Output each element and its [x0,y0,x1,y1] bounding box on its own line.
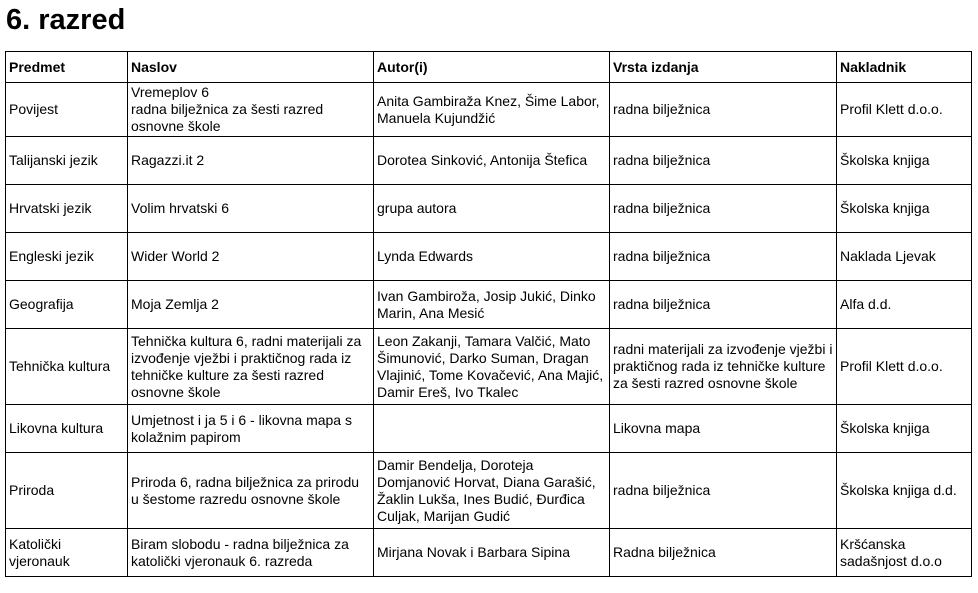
cell-predmet [6,233,128,281]
cell-predmet [6,453,128,529]
cell-nakladnik [837,281,972,329]
cell-autor [374,453,610,529]
cell-autor [374,83,610,137]
table-row [6,329,972,405]
cell-predmet [6,281,128,329]
cell-nakladnik-text: Naklada Ljevak [840,248,936,264]
cell-naslov-text: Biram slobodu - radna bilježnica za katolički vjeronauk 6. razreda [131,535,349,569]
cell-naslov [128,529,374,577]
cell-autor [374,233,610,281]
column-header-predmet: Predmet [6,52,128,83]
cell-vrsta-izdanja-text: radna bilježnica [613,248,711,264]
cell-vrsta-izdanja-text: Radna bilježnica [613,544,716,560]
cell-vrsta-izdanja [610,405,837,453]
cell-predmet-text: Povijest [9,101,59,117]
textbook-table [5,51,972,577]
cell-autor [374,529,610,577]
cell-vrsta-izdanja-text: radna bilježnica [613,152,711,168]
table-row [6,83,972,137]
cell-nakladnik [837,329,972,405]
cell-vrsta-izdanja-text: radna bilježnica [613,101,711,117]
cell-nakladnik [837,233,972,281]
cell-predmet-text: Katolički vjeronauk [9,535,70,569]
cell-naslov-text: Ragazzi.it 2 [131,152,205,168]
cell-predmet-text: Likovna kultura [9,420,104,436]
cell-nakladnik-text: Školska knjiga [840,200,930,216]
column-header-nakladnik: Nakladnik [837,52,972,83]
cell-naslov [128,405,374,453]
cell-naslov [128,281,374,329]
cell-vrsta-izdanja [610,329,837,405]
cell-predmet [6,137,128,185]
cell-autor-text: Ivan Gambiroža, Josip Jukić, Dinko Marin, Ana Mesić [377,287,596,321]
cell-vrsta-izdanja-text: radni materijali za izvođenje vježbi i praktičnog rada iz tehničke kulture za šesti razred osnovne škole [613,341,833,391]
cell-naslov-text: Moja Zemlja 2 [131,296,219,312]
table-row [6,405,972,453]
table-row [6,185,972,233]
cell-vrsta-izdanja-text: radna bilježnica [613,296,711,312]
cell-nakladnik-text: Kršćanska sadašnjost d.o.o [840,535,942,569]
table-row [6,453,972,529]
cell-predmet [6,405,128,453]
cell-vrsta-izdanja [610,83,837,137]
cell-autor [374,329,610,405]
cell-nakladnik-text: Profil Klett d.o.o. [840,358,943,374]
cell-nakladnik [837,529,972,577]
column-header-vrsta-izdanja: Vrsta izdanja [610,52,837,83]
cell-autor-text: Leon Zakanji, Tamara Valčić, Mato Šimunović, Darko Suman, Dragan Vlajinić, Tome Kovačević, Ana Majić, Damir Ereš, Ivo Tkalec [377,332,604,400]
cell-autor-text: Mirjana Novak i Barbara Sipina [377,544,570,560]
cell-nakladnik-text: Alfa d.d. [840,296,892,312]
cell-nakladnik-text: Školska knjiga [840,152,930,168]
cell-autor-text: Lynda Edwards [377,248,473,264]
column-header-naslov: Naslov [128,52,374,83]
cell-nakladnik-text: Školska knjiga d.d. [840,482,957,498]
cell-naslov [128,329,374,405]
cell-vrsta-izdanja-text: Likovna mapa [613,420,701,436]
cell-naslov [128,137,374,185]
cell-naslov [128,453,374,529]
cell-predmet-text: Talijanski jezik [9,152,98,168]
cell-naslov-text: Umjetnost i ja 5 i 6 - likovna mapa s kolažnim papirom [131,411,352,445]
cell-vrsta-izdanja [610,185,837,233]
cell-nakladnik [837,453,972,529]
table-row [6,281,972,329]
cell-predmet-text: Engleski jezik [9,248,94,264]
cell-naslov [128,83,374,137]
cell-predmet [6,83,128,137]
cell-predmet-text: Tehnička kultura [9,358,111,374]
table-row [6,529,972,577]
cell-nakladnik-text: Profil Klett d.o.o. [840,101,943,117]
cell-naslov-text: Tehnička kultura 6, radni materijali za izvođenje vježbi i praktičnog rada iz tehničke kulture za šesti razred osnovne škole [131,332,362,400]
column-header-autor: Autor(i) [374,52,610,83]
cell-predmet-text: Geografija [9,296,74,312]
cell-naslov [128,185,374,233]
cell-autor [374,137,610,185]
cell-naslov-text: Wider World 2 [131,248,220,264]
cell-naslov-text: Volim hrvatski 6 [131,200,230,216]
cell-vrsta-izdanja [610,233,837,281]
table-row [6,137,972,185]
cell-predmet [6,329,128,405]
table-header-row [6,52,972,83]
cell-nakladnik [837,185,972,233]
cell-autor-text: Anita Gambiraža Knez, Šime Labor, Manuela Kujundžić [377,92,600,126]
cell-vrsta-izdanja [610,137,837,185]
cell-naslov-text: Vremeplov 6 radna bilježnica za šesti razred osnovne škole [131,84,324,134]
cell-nakladnik [837,137,972,185]
table-row [6,233,972,281]
cell-naslov [128,233,374,281]
cell-naslov-text: Priroda 6, radna bilježnica za prirodu u šestome razredu osnovne škole [131,473,360,507]
cell-nakladnik [837,83,972,137]
cell-predmet-text: Priroda [9,482,55,498]
cell-autor [374,281,610,329]
cell-nakladnik-text: Školska knjiga [840,420,930,436]
cell-predmet [6,529,128,577]
cell-nakladnik [837,405,972,453]
cell-predmet [6,185,128,233]
cell-vrsta-izdanja [610,281,837,329]
cell-vrsta-izdanja-text: radna bilježnica [613,200,711,216]
cell-autor [374,185,610,233]
cell-autor [374,405,610,453]
page-title: 6. razred [6,4,126,36]
cell-vrsta-izdanja-text: radna bilježnica [613,482,711,498]
cell-vrsta-izdanja [610,453,837,529]
cell-autor-text: Damir Bendelja, Doroteja Domjanović Horvat, Diana Garašić, Žaklin Lukša, Ines Budić, Đurđica Culjak, Marijan Gudić [377,456,596,524]
cell-predmet-text: Hrvatski jezik [9,200,92,216]
cell-autor-text: grupa autora [377,200,457,216]
cell-vrsta-izdanja [610,529,837,577]
cell-autor-text: Dorotea Sinković, Antonija Štefica [377,152,588,168]
